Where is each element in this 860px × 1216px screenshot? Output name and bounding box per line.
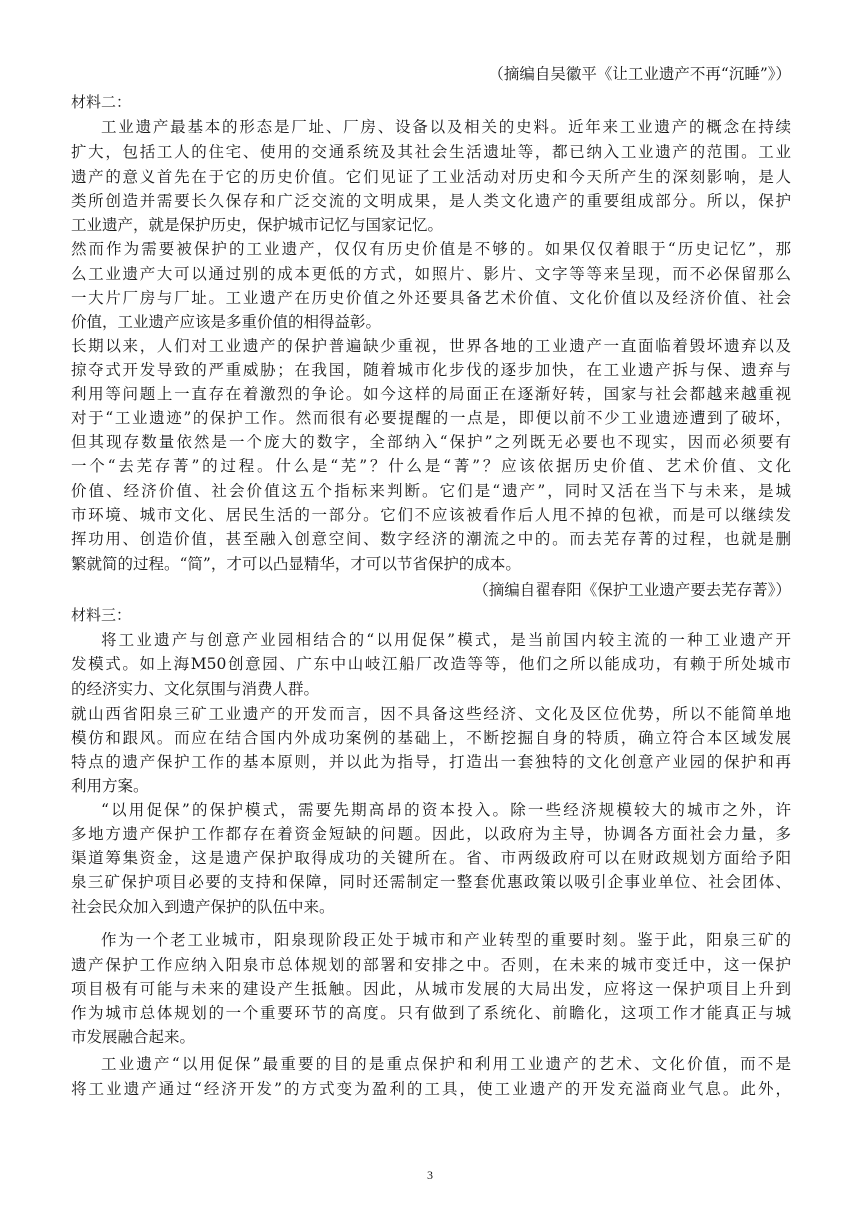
text-line: 工业遗产最基本的形态是厂址、厂房、设备以及相关的史料。近年来工业遗产的概念在持续 (101, 118, 791, 136)
text-line: “以用促保”的保护模式，需要先期高昂的资本投入。除一些经济规模较大的城市之外，许 (101, 801, 791, 819)
text-line: 就山西省阳泉三矿工业遗产的开发而言，因不具备这些经济、文化及区位优势，所以不能简单地 (71, 705, 791, 723)
text-line: 模仿和跟风。而应在结合国内外成功案例的基础上，不断挖掘自身的特质，确立符合本区域发展 (71, 729, 791, 747)
text-line: 对于“工业遗迹”的保护工作。然而很有必要提醒的一点是，即便以前不少工业遗迹遭到了破坏， (71, 409, 791, 427)
text-line: 工业遗产“以用促保”最重要的目的是重点保护和利用工业遗产的艺术、文化价值，而不是 (101, 1055, 791, 1073)
text-line: 作为城市总体规划的一个重要环节的高度。只有做到了系统化、前瞻化，这项工作才能真正与城 (71, 1004, 791, 1022)
text-line: 遗产的意义首先在于它的历史价值。它们见证了工业活动对历史和今天所产生的深刻影响，是人 (71, 168, 791, 186)
text-line: 多地方遗产保护工作都存在着资金短缺的问题。因此，以政府为主导，协调各方面社会力量，多 (71, 825, 791, 843)
text-line: 工业遗产，就是保护历史，保护城市记忆与国家记忆。 (71, 216, 444, 234)
text-line: 长期以来，人们对工业遗产的保护普遍缺少重视，世界各地的工业遗产一直面临着毁坏遗弃以及 (71, 337, 791, 355)
text-line: 作为一个老工业城市，阳泉现阶段正处于城市和产业转型的重要时刻。鉴于此，阳泉三矿的 (101, 931, 791, 949)
page-number: 3 (427, 1168, 433, 1182)
text-line: 泉三矿保护项目必要的支持和保障，同时还需制定一整套优惠政策以吸引企事业单位、社会团体、 (71, 873, 791, 891)
text-line: 挥功用、创造价值，甚至融入创意空间、数字经济的潮流之中的。而去芜存菁的过程，也就是删 (71, 530, 791, 548)
text-line: 一个“去芜存菁”的过程。什么是“芜”？什么是“菁”？应该依据历史价值、艺术价值、文化 (71, 457, 791, 475)
text-line: 掠夺式开发导致的严重威胁；在我国，随着城市化步伐的逐步加快，在工业遗产拆与保、遗弃与 (71, 361, 791, 379)
text-line: 价值，工业遗产应该是多重价值的相得益彰。 (71, 313, 382, 331)
text-line: 将工业遗产通过“经济开发”的方式变为盈利的工具，使工业遗产的开发充溢商业气息。此外， (71, 1080, 791, 1098)
text-line: 然而作为需要被保护的工业遗产，仅仅有历史价值是不够的。如果仅仅着眼于“历史记忆”，那 (71, 240, 791, 258)
text-line: 价值、经济价值、社会价值这五个指标来判断。它们是“遗产”，同时又活在当下与未来，是城 (71, 482, 791, 500)
text-line: 渠道筹集资金，这是遗产保护取得成功的关键所在。省、市两级政府可以在财政规划方面给予阳 (71, 849, 791, 867)
text-line: 的经济实力、文化氛围与消费人群。 (71, 680, 320, 698)
text-line: 但其现存数量依然是一个庞大的数字，全部纳入“保护”之列既无必要也不现实，因而必须要有 (71, 433, 791, 451)
text-line: 社会民众加入到遗产保护的队伍中来。 (71, 898, 335, 916)
text-line: 繁就简的过程。“简”，才可以凸显精华，才可以节省保护的成本。 (71, 555, 521, 573)
text-line: 利用等问题上一直存在着激烈的争论。如今这样的局面正在逐渐好转，国家与社会都越来越重视 (71, 385, 791, 403)
text-line: 么工业遗产大可以通过别的成本更低的方式，如照片、影片、文字等等来呈现，而不必保留那么 (71, 265, 791, 283)
text-line: 发模式。如上海M50创意园、广东中山岐江船厂改造等等，他们之所以能成功，有赖于所处城市 (71, 655, 791, 673)
text-line: 特点的遗产保护工作的基本原则，并以此为指导，打造出一套独特的文化创意产业园的保护和再 (71, 753, 791, 771)
text-line: 市发展融合起来。 (71, 1028, 196, 1046)
text-line: 类所创造并需要长久保存和广泛交流的文明成果，是人类文化遗产的重要组成部分。所以，保护 (71, 192, 791, 210)
section-heading-material-2: 材料二： (71, 93, 132, 111)
text-line: 一大片厂房与厂址。工业遗产在历史价值之外还要具备艺术价值、文化价值以及经济价值、社会 (71, 289, 791, 307)
text-line: 扩大，包括工人的住宅、使用的交通系统及其社会生活遗址等，都已纳入工业遗产的范围。工业 (71, 143, 791, 161)
text-line: 利用方案。 (71, 777, 149, 795)
text-line: 市环境、城市文化、居民生活的一部分。它们不应该被看作后人甩不掉的包袱，而是可以继续发 (71, 506, 791, 524)
text-line: 项目极有可能与未来的建设产生抵触。因此，从城市发展的大局出发，应将这一保护项目上升到 (71, 980, 791, 998)
text-line: 将工业遗产与创意产业园相结合的“以用促保”模式，是当前国内较主流的一种工业遗产开 (101, 631, 791, 649)
source-citation-1: （摘编自吴徽平《让工业遗产不再“沉睡”》） (488, 65, 791, 83)
section-heading-material-3: 材料三： (71, 606, 132, 624)
text-line: 遗产保护工作应纳入阳泉市总体规划的部署和安排之中。否则，在未来的城市变迁中，这一保护 (71, 956, 791, 974)
source-citation-2: （摘编自翟春阳《保护工业遗产要去芜存菁》） (473, 581, 791, 599)
